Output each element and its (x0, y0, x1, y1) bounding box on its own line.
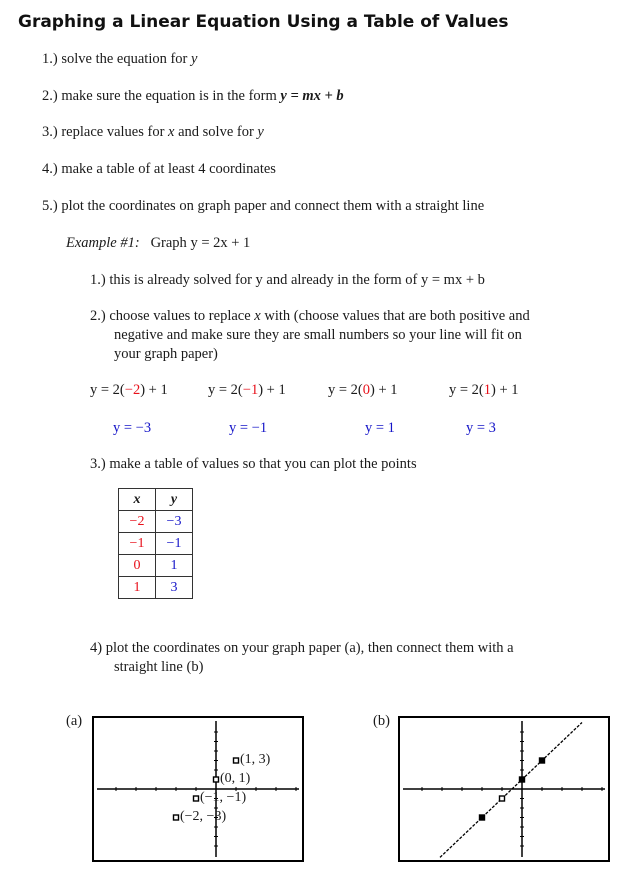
step-text: make sure the equation is in the form (61, 88, 277, 104)
table-row (119, 533, 193, 555)
graph-line (440, 723, 582, 858)
step-1 (42, 51, 197, 68)
example-label: Example #1: (66, 235, 140, 251)
plot-point-label: (−1, −1) (200, 789, 247, 805)
table-row (119, 555, 193, 577)
step-number: 1.) (42, 51, 58, 67)
values-table (118, 488, 193, 599)
step-variable-y: y (257, 124, 264, 140)
page-title: Graphing a Linear Equation Using a Table of Values (18, 12, 509, 32)
substep-2-line3: your graph paper) (114, 346, 218, 362)
substep-2-line1 (90, 308, 530, 325)
substep-number: 3.) (90, 456, 106, 472)
plot-point-label: (−2, −3) (180, 808, 227, 824)
graph-a-plot (94, 718, 302, 860)
step-variable: y (191, 51, 198, 67)
substitution-result-3: y = 1 (365, 420, 395, 436)
substep-3 (90, 456, 417, 473)
graph-b (398, 716, 610, 862)
substep-text: this is already solved for y and already in the form of y = mx + b (109, 272, 485, 288)
substitution-result-2: y = −1 (229, 420, 268, 436)
step-text: solve the equation for (61, 51, 188, 67)
step-5 (42, 198, 484, 215)
step-text-mid: and solve for (178, 124, 254, 140)
example-graph-word: Graph (150, 235, 187, 251)
graph-b-label: (b) (373, 713, 390, 729)
substep-4-line1 (90, 640, 514, 657)
sub-pre: y = 2( (208, 382, 243, 398)
substitution-4 (449, 382, 519, 399)
table-cell-y: 1 (156, 555, 193, 577)
step-2 (42, 88, 344, 105)
table-cell-y: −1 (156, 533, 193, 555)
sub-pre: y = 2( (449, 382, 484, 398)
sub-post: ) + 1 (491, 382, 519, 398)
substep-2-line2: negative and make sure they are small numbers so your line will fit on (114, 327, 522, 343)
substep-1 (90, 272, 485, 289)
table-cell-y: −3 (156, 511, 193, 533)
table-header-row (119, 489, 193, 511)
substep-text: make a table of values so that you can plot the points (109, 456, 417, 472)
sub-post: ) + 1 (140, 382, 168, 398)
plot-point-label: (0, 1) (220, 770, 251, 786)
step-variable-x: x (168, 124, 175, 140)
plot-point (540, 758, 545, 763)
substep-text-b: with (choose values that are both positive and (264, 308, 530, 324)
sub-input-value: −2 (124, 382, 141, 398)
sub-input-value: −1 (242, 382, 259, 398)
substep-text: plot the coordinates on your graph paper (a), then connect them with a (105, 640, 514, 656)
sub-post: ) + 1 (370, 382, 398, 398)
plot-point (480, 815, 485, 820)
step-number: 2.) (42, 88, 58, 104)
substitution-2 (208, 382, 286, 399)
plot-point (234, 758, 239, 763)
step-number: 3.) (42, 124, 58, 140)
step-number: 4.) (42, 161, 58, 177)
example-header (66, 235, 250, 252)
sub-input-value: 0 (362, 382, 371, 398)
slope-intercept-form: y = mx + b (280, 88, 344, 104)
substitution-result-1: y = −3 (113, 420, 152, 436)
sub-post: ) + 1 (258, 382, 286, 398)
step-text: make a table of at least 4 coordinates (61, 161, 276, 177)
plot-point (214, 777, 219, 782)
step-4 (42, 161, 276, 178)
substitution-result-4: y = 3 (466, 420, 496, 436)
step-text: plot the coordinates on graph paper and connect them with a straight line (61, 198, 485, 214)
graph-b-plot (400, 718, 608, 860)
plot-point-label: (1, 3) (240, 751, 271, 767)
table-header-y: y (156, 489, 193, 511)
graph-a (92, 716, 304, 862)
table-cell-x: −2 (119, 511, 156, 533)
plot-point (520, 777, 525, 782)
sub-pre: y = 2( (328, 382, 363, 398)
substitution-1 (90, 382, 168, 399)
plot-point (194, 796, 199, 801)
substep-number: 1.) (90, 272, 106, 288)
table-header-x: x (119, 489, 156, 511)
substep-number: 4) (90, 640, 103, 656)
table-cell-x: −1 (119, 533, 156, 555)
sub-pre: y = 2( (90, 382, 125, 398)
substep-4-line2: straight line (b) (114, 659, 204, 675)
substep-text: choose values to replace (109, 308, 251, 324)
table-row (119, 577, 193, 599)
sub-input-value: 1 (483, 382, 492, 398)
plot-point (174, 815, 179, 820)
substep-number: 2.) (90, 308, 106, 324)
table-row (119, 511, 193, 533)
table-cell-y: 3 (156, 577, 193, 599)
step-number: 5.) (42, 198, 58, 214)
step-text: replace values for (61, 124, 165, 140)
graph-a-label: (a) (66, 713, 83, 729)
substitution-3 (328, 382, 398, 399)
example-equation: y = 2x + 1 (190, 235, 251, 251)
table-cell-x: 0 (119, 555, 156, 577)
substep-variable: x (254, 308, 261, 324)
step-3 (42, 124, 264, 141)
table-cell-x: 1 (119, 577, 156, 599)
plot-point (500, 796, 505, 801)
